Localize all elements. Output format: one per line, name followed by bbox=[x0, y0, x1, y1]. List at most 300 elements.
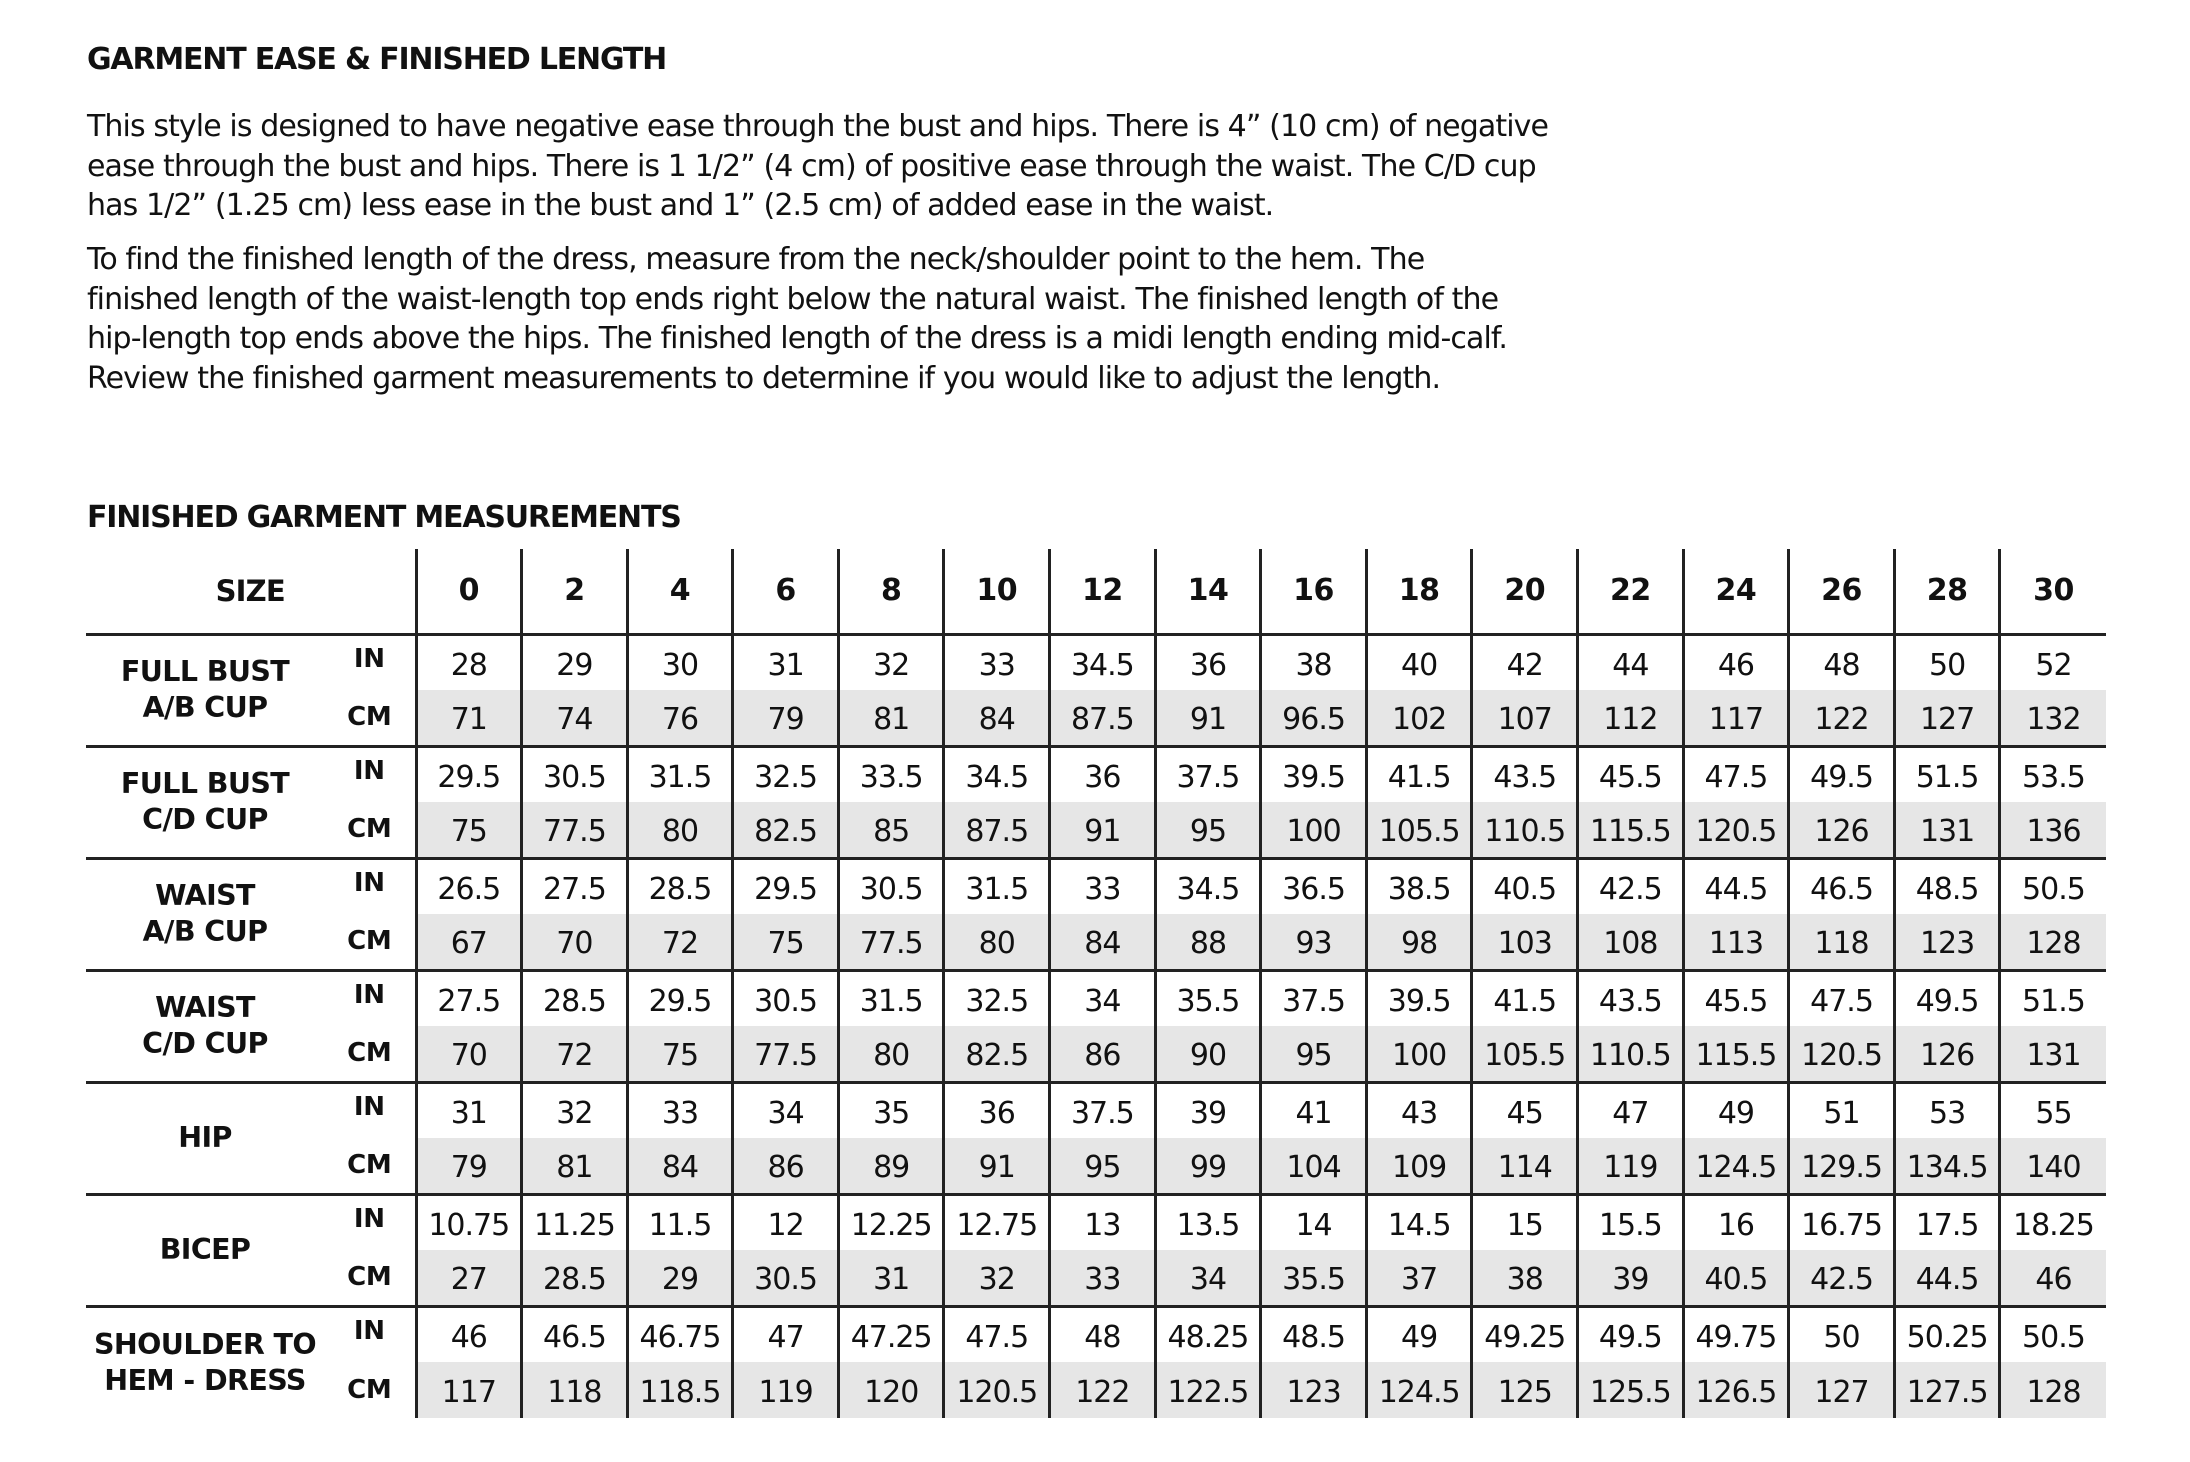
value-cell: 29.5 bbox=[627, 970, 733, 1026]
value-cell: 36 bbox=[1050, 746, 1156, 802]
measurements-title: FINISHED GARMENT MEASUREMENTS bbox=[87, 500, 681, 535]
text-line: To find the finished length of the dress, measure from the neck/shoulder point to the hem. The bbox=[87, 242, 1425, 277]
value-cell: 112 bbox=[1578, 690, 1684, 746]
value-cell: 77.5 bbox=[838, 914, 944, 970]
value-cell: 124.5 bbox=[1683, 1138, 1789, 1194]
value-cell: 105.5 bbox=[1366, 802, 1472, 858]
value-cell: 32 bbox=[522, 1082, 628, 1138]
value-cell: 118 bbox=[522, 1362, 628, 1418]
measurement-label-line: A/B CUP bbox=[142, 691, 268, 724]
value-cell: 53.5 bbox=[2000, 746, 2106, 802]
unit-label: IN bbox=[324, 858, 416, 914]
value-cell: 33 bbox=[1050, 858, 1156, 914]
value-cell: 39 bbox=[1578, 1250, 1684, 1306]
value-cell: 79 bbox=[416, 1138, 522, 1194]
value-cell: 38.5 bbox=[1366, 858, 1472, 914]
value-cell: 117 bbox=[416, 1362, 522, 1418]
value-cell: 18.25 bbox=[2000, 1194, 2106, 1250]
value-cell: 93 bbox=[1261, 914, 1367, 970]
value-cell: 80 bbox=[627, 802, 733, 858]
value-cell: 32.5 bbox=[944, 970, 1050, 1026]
value-cell: 45 bbox=[1472, 1082, 1578, 1138]
value-cell: 126 bbox=[1789, 802, 1895, 858]
value-cell: 86 bbox=[733, 1138, 839, 1194]
value-cell: 42.5 bbox=[1578, 858, 1684, 914]
value-cell: 29 bbox=[522, 634, 628, 690]
value-cell: 32 bbox=[838, 634, 944, 690]
value-cell: 82.5 bbox=[944, 1026, 1050, 1082]
value-cell: 95 bbox=[1261, 1026, 1367, 1082]
size-header-cell: 8 bbox=[838, 549, 944, 634]
value-cell: 100 bbox=[1366, 1026, 1472, 1082]
value-cell: 37.5 bbox=[1261, 970, 1367, 1026]
value-cell: 30.5 bbox=[522, 746, 628, 802]
value-cell: 70 bbox=[522, 914, 628, 970]
value-cell: 81 bbox=[838, 690, 944, 746]
value-cell: 50.5 bbox=[2000, 1306, 2106, 1362]
value-cell: 113 bbox=[1683, 914, 1789, 970]
value-cell: 15.5 bbox=[1578, 1194, 1684, 1250]
value-cell: 35 bbox=[838, 1082, 944, 1138]
value-cell: 80 bbox=[838, 1026, 944, 1082]
table-row bbox=[86, 858, 2106, 914]
value-cell: 136 bbox=[2000, 802, 2106, 858]
value-cell: 35.5 bbox=[1261, 1250, 1367, 1306]
value-cell: 49.5 bbox=[1894, 970, 2000, 1026]
value-cell: 43 bbox=[1366, 1082, 1472, 1138]
value-cell: 17.5 bbox=[1894, 1194, 2000, 1250]
value-cell: 32 bbox=[944, 1250, 1050, 1306]
value-cell: 12 bbox=[733, 1194, 839, 1250]
size-header-cell: 20 bbox=[1472, 549, 1578, 634]
measurement-label-line: C/D CUP bbox=[142, 803, 268, 836]
value-cell: 99 bbox=[1155, 1138, 1261, 1194]
value-cell: 127.5 bbox=[1894, 1362, 2000, 1418]
value-cell: 27.5 bbox=[416, 970, 522, 1026]
table-row bbox=[86, 1194, 2106, 1250]
size-header-cell: 0 bbox=[416, 549, 522, 634]
value-cell: 32.5 bbox=[733, 746, 839, 802]
table-row bbox=[86, 914, 2106, 970]
value-cell: 95 bbox=[1050, 1138, 1156, 1194]
value-cell: 44.5 bbox=[1894, 1250, 2000, 1306]
value-cell: 31.5 bbox=[838, 970, 944, 1026]
value-cell: 109 bbox=[1366, 1138, 1472, 1194]
size-header-cell: 6 bbox=[733, 549, 839, 634]
text-line: ease through the bust and hips. There is 1 1/2” (4 cm) of positive ease through the waist. The C/D cup bbox=[87, 148, 1536, 184]
value-cell: 89 bbox=[838, 1138, 944, 1194]
unit-label: IN bbox=[324, 746, 416, 802]
table-row bbox=[86, 1362, 2106, 1418]
measurement-label bbox=[86, 746, 324, 858]
value-cell: 81 bbox=[522, 1138, 628, 1194]
value-cell: 42 bbox=[1472, 634, 1578, 690]
unit-label: CM bbox=[347, 926, 392, 957]
value-cell: 79 bbox=[733, 690, 839, 746]
length-paragraph bbox=[87, 240, 1707, 398]
table-row bbox=[86, 634, 2106, 690]
value-cell: 46 bbox=[1683, 634, 1789, 690]
table-row bbox=[86, 802, 2106, 858]
size-header-cell: 10 bbox=[944, 549, 1050, 634]
value-cell: 30.5 bbox=[733, 970, 839, 1026]
value-cell: 39.5 bbox=[1366, 970, 1472, 1026]
text-line: finished length of the waist-length top ends right below the natural waist. The finished length of the bbox=[87, 281, 1499, 317]
value-cell: 50.25 bbox=[1894, 1306, 2000, 1362]
value-cell: 118 bbox=[1789, 914, 1895, 970]
value-cell: 29 bbox=[627, 1250, 733, 1306]
value-cell: 127 bbox=[1894, 690, 2000, 746]
value-cell: 40 bbox=[1366, 634, 1472, 690]
value-cell: 100 bbox=[1261, 802, 1367, 858]
value-cell: 34.5 bbox=[944, 746, 1050, 802]
value-cell: 34.5 bbox=[1155, 858, 1261, 914]
value-cell: 91 bbox=[1050, 802, 1156, 858]
value-cell: 47 bbox=[1578, 1082, 1684, 1138]
unit-label: IN bbox=[324, 970, 416, 1026]
table-row bbox=[86, 1138, 2106, 1194]
value-cell: 75 bbox=[733, 914, 839, 970]
value-cell: 40.5 bbox=[1472, 858, 1578, 914]
value-cell: 13 bbox=[1050, 1194, 1156, 1250]
value-cell: 122 bbox=[1789, 690, 1895, 746]
value-cell: 122.5 bbox=[1155, 1362, 1261, 1418]
value-cell: 37.5 bbox=[1050, 1082, 1156, 1138]
value-cell: 31 bbox=[416, 1082, 522, 1138]
unit-label: CM bbox=[347, 1262, 392, 1293]
text-line: This style is designed to have negative ease through the bust and hips. There is 4” (10 cm) of negative bbox=[87, 109, 1549, 144]
table-row bbox=[86, 1250, 2106, 1306]
value-cell: 33 bbox=[944, 634, 1050, 690]
measurements-body bbox=[86, 634, 2106, 1418]
value-cell: 91 bbox=[1155, 690, 1261, 746]
value-cell: 31 bbox=[838, 1250, 944, 1306]
value-cell: 27 bbox=[416, 1250, 522, 1306]
value-cell: 36 bbox=[944, 1082, 1050, 1138]
value-cell: 77.5 bbox=[733, 1026, 839, 1082]
value-cell: 30.5 bbox=[838, 858, 944, 914]
value-cell: 30 bbox=[627, 634, 733, 690]
value-cell: 126.5 bbox=[1683, 1362, 1789, 1418]
value-cell: 120.5 bbox=[1789, 1026, 1895, 1082]
value-cell: 47.5 bbox=[1683, 746, 1789, 802]
value-cell: 41.5 bbox=[1472, 970, 1578, 1026]
value-cell: 30.5 bbox=[733, 1250, 839, 1306]
value-cell: 119 bbox=[733, 1362, 839, 1418]
value-cell: 16 bbox=[1683, 1194, 1789, 1250]
value-cell: 10.75 bbox=[416, 1194, 522, 1250]
measurement-label bbox=[86, 1082, 324, 1194]
measurement-label bbox=[86, 1194, 324, 1306]
measurement-label-line: HEM - DRESS bbox=[104, 1363, 306, 1397]
value-cell: 87.5 bbox=[944, 802, 1050, 858]
value-cell: 119 bbox=[1578, 1138, 1684, 1194]
value-cell: 67 bbox=[416, 914, 522, 970]
value-cell: 107 bbox=[1472, 690, 1578, 746]
value-cell: 128 bbox=[2000, 914, 2106, 970]
value-cell: 14.5 bbox=[1366, 1194, 1472, 1250]
unit-label: CM bbox=[347, 1150, 392, 1181]
unit-label: CM bbox=[347, 702, 392, 733]
measurement-label-line: FULL BUST bbox=[120, 655, 290, 688]
measurement-label-line: BICEP bbox=[159, 1233, 251, 1266]
value-cell: 51.5 bbox=[1894, 746, 2000, 802]
value-cell: 50 bbox=[1894, 634, 2000, 690]
value-cell: 118.5 bbox=[627, 1362, 733, 1418]
value-cell: 45.5 bbox=[1578, 746, 1684, 802]
value-cell: 85 bbox=[838, 802, 944, 858]
unit-label: CM bbox=[347, 814, 392, 845]
value-cell: 36.5 bbox=[1261, 858, 1367, 914]
value-cell: 114 bbox=[1472, 1138, 1578, 1194]
unit-label: IN bbox=[324, 634, 416, 690]
value-cell: 28.5 bbox=[627, 858, 733, 914]
value-cell: 91 bbox=[944, 1138, 1050, 1194]
measurement-label-line: WAIST bbox=[155, 991, 255, 1024]
size-label: SIZE bbox=[215, 573, 285, 608]
value-cell: 44.5 bbox=[1683, 858, 1789, 914]
value-cell: 48.5 bbox=[1894, 858, 2000, 914]
value-cell: 125 bbox=[1472, 1362, 1578, 1418]
value-cell: 87.5 bbox=[1050, 690, 1156, 746]
value-cell: 46 bbox=[416, 1306, 522, 1362]
value-cell: 41.5 bbox=[1366, 746, 1472, 802]
value-cell: 50.5 bbox=[2000, 858, 2106, 914]
value-cell: 42.5 bbox=[1789, 1250, 1895, 1306]
measurement-label-line: SHOULDER TO bbox=[94, 1327, 316, 1361]
measurement-label-line: FULL BUST bbox=[120, 767, 290, 800]
value-cell: 96.5 bbox=[1261, 690, 1367, 746]
value-cell: 47.5 bbox=[1789, 970, 1895, 1026]
size-header-cell: 30 bbox=[2000, 549, 2106, 634]
value-cell: 127 bbox=[1789, 1362, 1895, 1418]
value-cell: 31.5 bbox=[944, 858, 1050, 914]
value-cell: 110.5 bbox=[1578, 1026, 1684, 1082]
value-cell: 46.5 bbox=[1789, 858, 1895, 914]
value-cell: 84 bbox=[944, 690, 1050, 746]
value-cell: 47 bbox=[733, 1306, 839, 1362]
value-cell: 34 bbox=[1155, 1250, 1261, 1306]
value-cell: 52 bbox=[2000, 634, 2106, 690]
value-cell: 120 bbox=[838, 1362, 944, 1418]
value-cell: 14 bbox=[1261, 1194, 1367, 1250]
value-cell: 12.75 bbox=[944, 1194, 1050, 1250]
value-cell: 49.5 bbox=[1789, 746, 1895, 802]
value-cell: 33 bbox=[627, 1082, 733, 1138]
value-cell: 75 bbox=[627, 1026, 733, 1082]
value-cell: 13.5 bbox=[1155, 1194, 1261, 1250]
value-cell: 126 bbox=[1894, 1026, 2000, 1082]
value-cell: 48.5 bbox=[1261, 1306, 1367, 1362]
value-cell: 11.25 bbox=[522, 1194, 628, 1250]
measurement-label bbox=[86, 634, 324, 746]
value-cell: 36 bbox=[1155, 634, 1261, 690]
value-cell: 77.5 bbox=[522, 802, 628, 858]
value-cell: 51 bbox=[1789, 1082, 1895, 1138]
value-cell: 34.5 bbox=[1050, 634, 1156, 690]
ease-section-title: GARMENT EASE & FINISHED LENGTH bbox=[87, 42, 667, 77]
value-cell: 12.25 bbox=[838, 1194, 944, 1250]
value-cell: 11.5 bbox=[627, 1194, 733, 1250]
value-cell: 55 bbox=[2000, 1082, 2106, 1138]
value-cell: 123 bbox=[1894, 914, 2000, 970]
measurement-label-line: C/D CUP bbox=[142, 1027, 268, 1060]
value-cell: 74 bbox=[522, 690, 628, 746]
value-cell: 29.5 bbox=[416, 746, 522, 802]
value-cell: 90 bbox=[1155, 1026, 1261, 1082]
value-cell: 53 bbox=[1894, 1082, 2000, 1138]
measurement-label bbox=[86, 858, 324, 970]
value-cell: 34 bbox=[733, 1082, 839, 1138]
value-cell: 43.5 bbox=[1472, 746, 1578, 802]
value-cell: 131 bbox=[1894, 802, 2000, 858]
unit-label: CM bbox=[347, 1038, 392, 1069]
measurement-label-line: A/B CUP bbox=[142, 915, 268, 948]
value-cell: 43.5 bbox=[1578, 970, 1684, 1026]
value-cell: 37.5 bbox=[1155, 746, 1261, 802]
value-cell: 104 bbox=[1261, 1138, 1367, 1194]
value-cell: 105.5 bbox=[1472, 1026, 1578, 1082]
unit-label: CM bbox=[347, 1375, 392, 1405]
value-cell: 108 bbox=[1578, 914, 1684, 970]
value-cell: 140 bbox=[2000, 1138, 2106, 1194]
size-header-cell: 22 bbox=[1578, 549, 1684, 634]
value-cell: 39.5 bbox=[1261, 746, 1367, 802]
size-header-cell: 2 bbox=[522, 549, 628, 634]
size-header-cell: 12 bbox=[1050, 549, 1156, 634]
value-cell: 132 bbox=[2000, 690, 2106, 746]
value-cell: 16.75 bbox=[1789, 1194, 1895, 1250]
value-cell: 48.25 bbox=[1155, 1306, 1261, 1362]
value-cell: 46.75 bbox=[627, 1306, 733, 1362]
measurements-table bbox=[86, 549, 2106, 1418]
value-cell: 71 bbox=[416, 690, 522, 746]
size-header-cell: 14 bbox=[1155, 549, 1261, 634]
size-header-cell: 28 bbox=[1894, 549, 2000, 634]
value-cell: 47.25 bbox=[838, 1306, 944, 1362]
measurement-label-line: HIP bbox=[178, 1121, 232, 1154]
value-cell: 38 bbox=[1472, 1250, 1578, 1306]
value-cell: 33 bbox=[1050, 1250, 1156, 1306]
value-cell: 115.5 bbox=[1683, 1026, 1789, 1082]
value-cell: 44 bbox=[1578, 634, 1684, 690]
value-cell: 46.5 bbox=[522, 1306, 628, 1362]
value-cell: 49 bbox=[1683, 1082, 1789, 1138]
value-cell: 72 bbox=[522, 1026, 628, 1082]
value-cell: 49.25 bbox=[1472, 1306, 1578, 1362]
value-cell: 51.5 bbox=[2000, 970, 2106, 1026]
value-cell: 122 bbox=[1050, 1362, 1156, 1418]
value-cell: 129.5 bbox=[1789, 1138, 1895, 1194]
unit-label: IN bbox=[324, 1194, 416, 1250]
value-cell: 49.75 bbox=[1683, 1306, 1789, 1362]
table-row bbox=[86, 1026, 2106, 1082]
value-cell: 84 bbox=[627, 1138, 733, 1194]
value-cell: 46 bbox=[2000, 1250, 2106, 1306]
text-line: hip-length top ends above the hips. The finished length of the dress is a midi length ending mid-calf. bbox=[87, 321, 1508, 356]
value-cell: 75 bbox=[416, 802, 522, 858]
value-cell: 38 bbox=[1261, 634, 1367, 690]
value-cell: 128 bbox=[2000, 1362, 2106, 1418]
size-header-cell: 16 bbox=[1261, 549, 1367, 634]
value-cell: 33.5 bbox=[838, 746, 944, 802]
value-cell: 102 bbox=[1366, 690, 1472, 746]
value-cell: 72 bbox=[627, 914, 733, 970]
size-header-cell: 24 bbox=[1683, 549, 1789, 634]
value-cell: 70 bbox=[416, 1026, 522, 1082]
size-header-cell: 18 bbox=[1366, 549, 1472, 634]
value-cell: 123 bbox=[1261, 1362, 1367, 1418]
value-cell: 39 bbox=[1155, 1082, 1261, 1138]
value-cell: 48 bbox=[1050, 1306, 1156, 1362]
table-row bbox=[86, 690, 2106, 746]
value-cell: 49.5 bbox=[1578, 1306, 1684, 1362]
measurement-label bbox=[86, 1306, 324, 1418]
value-cell: 84 bbox=[1050, 914, 1156, 970]
table-row bbox=[86, 970, 2106, 1026]
value-cell: 34 bbox=[1050, 970, 1156, 1026]
value-cell: 110.5 bbox=[1472, 802, 1578, 858]
value-cell: 125.5 bbox=[1578, 1362, 1684, 1418]
value-cell: 117 bbox=[1683, 690, 1789, 746]
value-cell: 28 bbox=[416, 634, 522, 690]
value-cell: 120.5 bbox=[944, 1362, 1050, 1418]
value-cell: 80 bbox=[944, 914, 1050, 970]
value-cell: 40.5 bbox=[1683, 1250, 1789, 1306]
text-line: has 1/2” (1.25 cm) less ease in the bust and 1” (2.5 cm) of added ease in the waist. bbox=[87, 188, 1274, 223]
unit-label: IN bbox=[324, 1082, 416, 1138]
value-cell: 37 bbox=[1366, 1250, 1472, 1306]
value-cell: 48 bbox=[1789, 634, 1895, 690]
value-cell: 86 bbox=[1050, 1026, 1156, 1082]
value-cell: 35.5 bbox=[1155, 970, 1261, 1026]
value-cell: 28.5 bbox=[522, 970, 628, 1026]
value-cell: 28.5 bbox=[522, 1250, 628, 1306]
value-cell: 95 bbox=[1155, 802, 1261, 858]
size-header-row bbox=[86, 549, 2106, 634]
value-cell: 50 bbox=[1789, 1306, 1895, 1362]
value-cell: 124.5 bbox=[1366, 1362, 1472, 1418]
measurement-label-line: WAIST bbox=[155, 879, 255, 912]
value-cell: 41 bbox=[1261, 1082, 1367, 1138]
value-cell: 103 bbox=[1472, 914, 1578, 970]
value-cell: 98 bbox=[1366, 914, 1472, 970]
value-cell: 131 bbox=[2000, 1026, 2106, 1082]
table-row bbox=[86, 1306, 2106, 1362]
value-cell: 29.5 bbox=[733, 858, 839, 914]
value-cell: 27.5 bbox=[522, 858, 628, 914]
table-row bbox=[86, 1082, 2106, 1138]
value-cell: 134.5 bbox=[1894, 1138, 2000, 1194]
value-cell: 49 bbox=[1366, 1306, 1472, 1362]
value-cell: 82.5 bbox=[733, 802, 839, 858]
value-cell: 45.5 bbox=[1683, 970, 1789, 1026]
size-header-cell: 26 bbox=[1789, 549, 1895, 634]
measurement-label bbox=[86, 970, 324, 1082]
value-cell: 120.5 bbox=[1683, 802, 1789, 858]
value-cell: 15 bbox=[1472, 1194, 1578, 1250]
size-header-cell: 4 bbox=[627, 549, 733, 634]
value-cell: 47.5 bbox=[944, 1306, 1050, 1362]
value-cell: 31.5 bbox=[627, 746, 733, 802]
table-row bbox=[86, 746, 2106, 802]
ease-paragraph bbox=[87, 107, 1707, 226]
value-cell: 76 bbox=[627, 690, 733, 746]
value-cell: 31 bbox=[733, 634, 839, 690]
value-cell: 26.5 bbox=[416, 858, 522, 914]
text-line: Review the finished garment measurements to determine if you would like to adjust the length. bbox=[87, 360, 1441, 396]
value-cell: 115.5 bbox=[1578, 802, 1684, 858]
